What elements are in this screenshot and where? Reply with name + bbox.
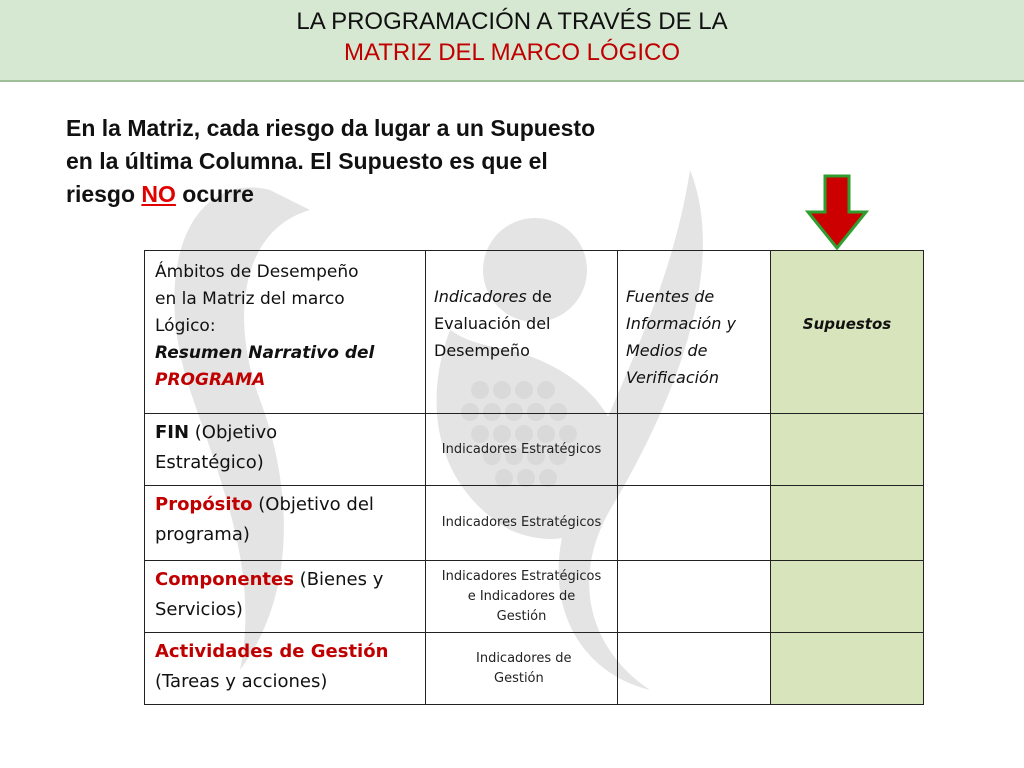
- header-cell-supuestos: [771, 251, 924, 414]
- row-fuentes-cell: [618, 414, 771, 486]
- row-label-rest: (Objetivo: [189, 422, 278, 443]
- table-row: [145, 486, 924, 561]
- header-ambitos-line-3: Lógico:: [155, 316, 216, 336]
- table-header-row: [145, 251, 924, 414]
- row-supuestos-cell: [771, 633, 924, 705]
- row-label-cell: [145, 414, 426, 486]
- header-indicadores-rest: de: [526, 287, 552, 306]
- row-indicator-text: Indicadores Estratégicos: [441, 515, 602, 530]
- header-ambitos-line-4: Resumen Narrativo del: [155, 343, 375, 363]
- header-fuentes-line-3: Medios de: [626, 341, 708, 360]
- header-fuentes-line-4: Verificación: [626, 368, 719, 387]
- row-label-cell: [145, 633, 426, 705]
- row-indicator-cell: [426, 561, 618, 633]
- header-cell-fuentes: [618, 251, 771, 414]
- table-row: [145, 633, 924, 705]
- row-label-cell: [145, 561, 426, 633]
- intro-line-1: En la Matriz, cada riesgo da lugar a un Supuesto: [66, 115, 596, 141]
- row-label-strong: Componentes: [155, 569, 294, 590]
- table-row: [145, 414, 924, 486]
- row-indicator-line-2: Gestión: [494, 670, 544, 686]
- header-indicadores-line-1: [434, 283, 609, 310]
- page-title-line-1: LA PROGRAMACIÓN A TRAVÉS DE LA: [296, 8, 728, 35]
- header-ambitos-line-2: en la Matriz del marco: [155, 289, 345, 309]
- row-supuestos-cell: [771, 561, 924, 633]
- intro-line-2: en la última Columna. El Supuesto es que el: [66, 148, 548, 174]
- row-indicator-line-2: e Indicadores de: [467, 588, 576, 604]
- header-ambitos-line-1: Ámbitos de Desempeño: [155, 262, 359, 282]
- header-fuentes-line-2: Información y: [626, 314, 736, 333]
- row-indicator-cell: [426, 633, 618, 705]
- row-label-strong: Propósito: [155, 494, 253, 515]
- page-title-line-2: MATRIZ DEL MARCO LÓGICO: [343, 39, 681, 66]
- row-label-line-2: Estratégico): [155, 452, 264, 473]
- header-indicadores-italic: Indicadores: [434, 287, 527, 306]
- table-row: [145, 561, 924, 633]
- row-fuentes-cell: [618, 633, 771, 705]
- row-indicator-cell: [426, 414, 618, 486]
- row-indicator-line-1: Indicadores Estratégicos: [441, 568, 602, 584]
- row-label-line-1: [155, 418, 415, 448]
- header-indicadores-line-3: Desempeño: [434, 341, 530, 360]
- row-supuestos-cell: [771, 486, 924, 561]
- header-indicadores-line-2: Evaluación del: [434, 314, 551, 333]
- row-label-line-2: programa): [155, 524, 250, 545]
- row-label-strong: Actividades de Gestión: [155, 641, 389, 662]
- logical-framework-matrix: [144, 250, 924, 705]
- row-fuentes-cell: [618, 561, 771, 633]
- row-indicator-cell: [426, 486, 618, 561]
- row-fuentes-cell: [618, 486, 771, 561]
- row-label-line-1: [155, 565, 415, 595]
- header-cell-ambitos: [145, 251, 426, 414]
- down-arrow-icon: [804, 172, 870, 252]
- header-cell-indicadores: [426, 251, 618, 414]
- header-ambitos-line-5: PROGRAMA: [155, 370, 266, 390]
- row-label-rest: (Bienes y: [293, 569, 384, 590]
- row-indicator-line-3: Gestión: [496, 608, 547, 624]
- row-label-line-1: [155, 490, 415, 520]
- intro-line-3: [66, 178, 746, 211]
- row-label-rest: (Objetivo del: [252, 494, 374, 515]
- intro-line-3-prefix: riesgo: [66, 181, 142, 207]
- intro-emphasis-no: NO: [141, 181, 176, 207]
- row-indicator-text: Indicadores Estratégicos: [441, 441, 602, 457]
- row-label-cell: [145, 486, 426, 561]
- intro-text: [66, 112, 746, 211]
- row-label-line-2: (Tareas y acciones): [155, 671, 328, 692]
- row-supuestos-cell: [771, 414, 924, 486]
- intro-line-3-suffix: ocurre: [175, 181, 254, 207]
- row-label-strong: FIN: [155, 422, 190, 443]
- header-fuentes-line-1: Fuentes de: [626, 287, 715, 306]
- row-indicator-line-1: Indicadores de: [476, 650, 572, 666]
- header-supuestos-label: Supuestos: [802, 315, 892, 333]
- title-bar: [0, 0, 1024, 82]
- row-label-line-2: Servicios): [155, 599, 243, 620]
